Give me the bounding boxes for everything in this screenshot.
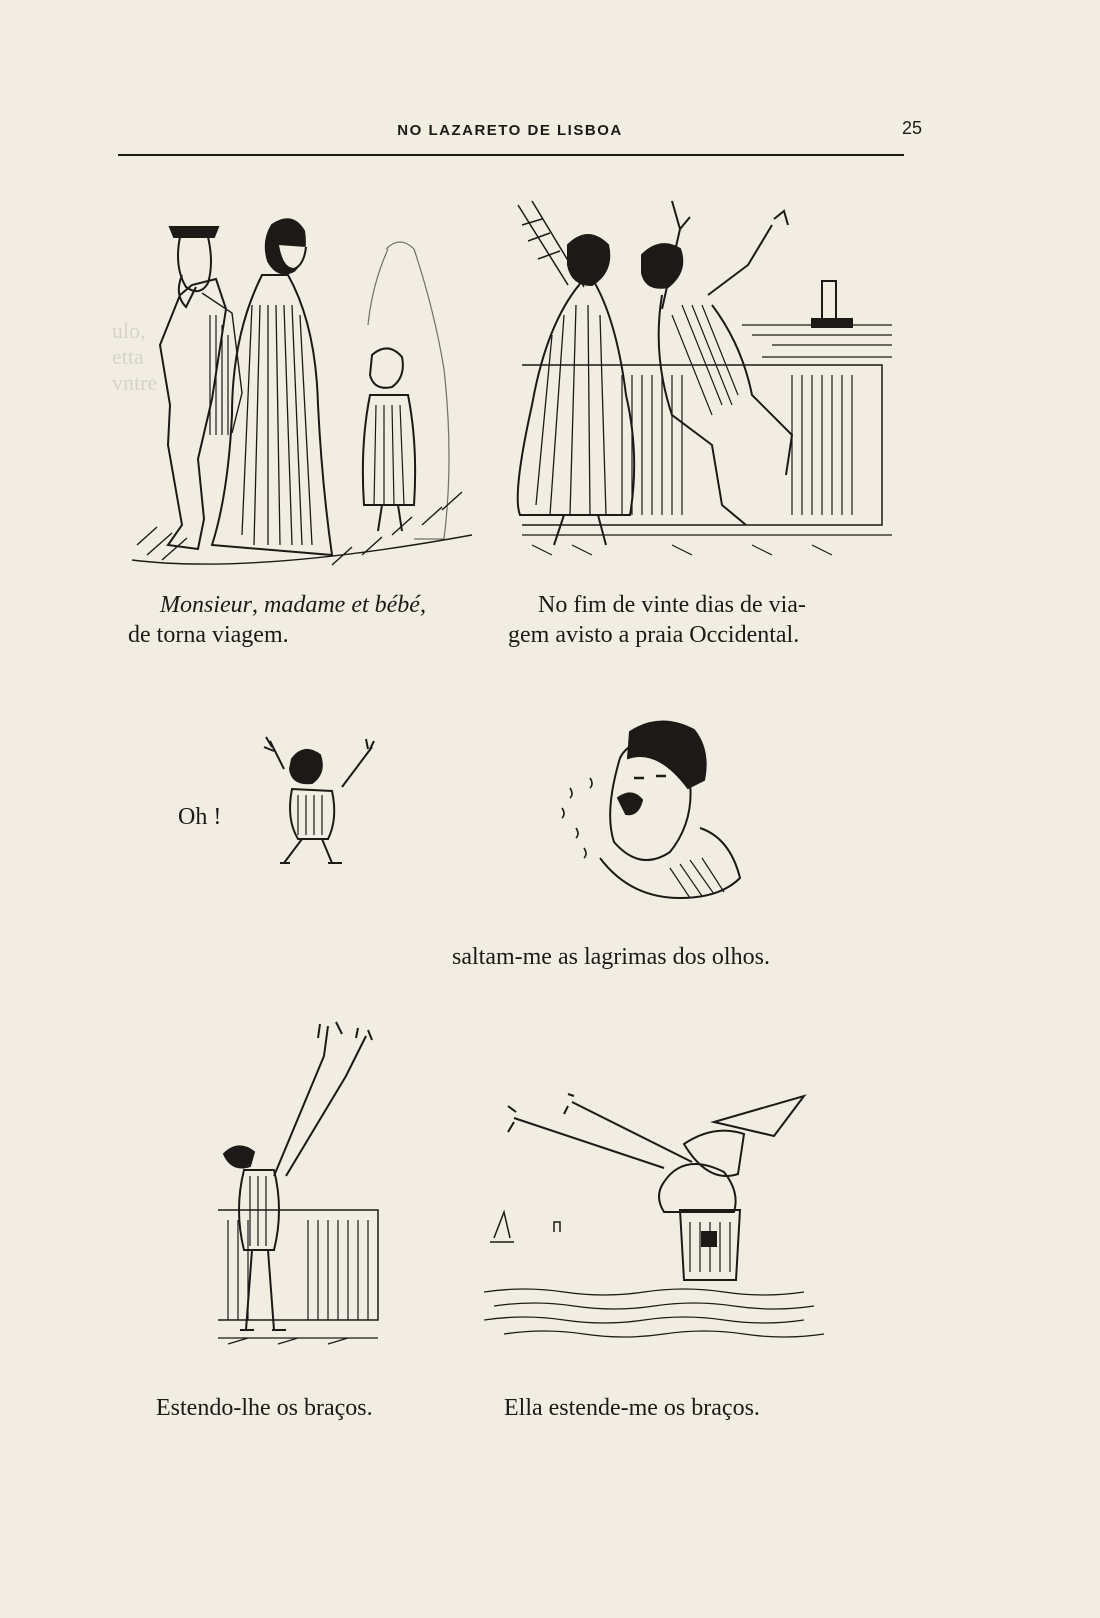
lighthouse-woman-illustration	[484, 1092, 844, 1348]
caption-she-stretches: Ella estende-me os braços.	[504, 1395, 760, 1421]
caption-line-2: de torna viagem.	[128, 622, 289, 648]
caption-italic-madame: madame et bébé,	[264, 592, 426, 618]
caption-tears: saltam-me as lagrimas dos olhos.	[452, 944, 770, 970]
ship-deck-illustration	[512, 195, 900, 573]
show-through-text: ulo, etta vntre	[112, 318, 158, 395]
family-illustration	[132, 215, 482, 575]
exclaiming-man-illustration	[262, 735, 382, 870]
caption-shore-line-1: No fim de vinte dias de via-	[538, 592, 806, 618]
header-rule	[118, 154, 904, 156]
caption-italic-monsieur: Monsieur	[160, 592, 252, 618]
caption-oh: Oh !	[178, 804, 222, 830]
caption-shore	[508, 590, 888, 650]
caption-family	[128, 590, 460, 650]
crying-man-illustration	[560, 718, 745, 918]
running-header: NO LAZARETO DE LISBOA	[397, 122, 623, 139]
man-stretching-arms-illustration	[218, 1020, 380, 1348]
page-number: 25	[901, 118, 922, 138]
caption-shore-line-2: gem avisto a praia Occidental.	[508, 622, 800, 648]
caption-comma: ,	[252, 592, 264, 618]
caption-stretch: Estendo-lhe os braços.	[156, 1395, 373, 1421]
